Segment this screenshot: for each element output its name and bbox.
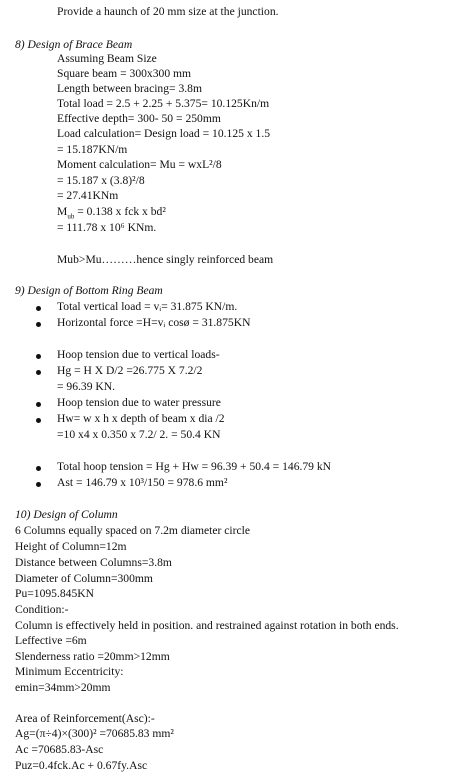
column-line-5: Pu=1095.845KN — [15, 587, 95, 600]
column-line-10: Minimum Eccentricity: — [15, 665, 124, 678]
brace-line-3: Length between bracing= 3.8m — [57, 82, 202, 95]
bullet-icon — [36, 482, 41, 487]
column-line-11: emin=34mm>20mm — [15, 681, 111, 694]
bottom-ring-beam-heading: 9) Design of Bottom Ring Beam — [15, 284, 163, 297]
bullet-icon — [36, 322, 41, 327]
bullet-icon — [36, 418, 41, 423]
reinforcement-line-1: Area of Reinforcement(Asc):- — [15, 712, 155, 725]
ring-bullet-7: Total hoop tension = Hg + Hw = 96.39 + 50.4 = 146.79 kN — [57, 460, 332, 473]
brace-line-8: Moment calculation= Mu = wxL²/8 — [57, 158, 222, 171]
brace-conclusion: Mub>Mu………hence singly reinforced beam — [57, 253, 274, 266]
brace-line-10: = 27.41KNm — [57, 189, 119, 202]
column-line-2: Height of Column=12m — [15, 540, 127, 553]
mub-symbol: M — [57, 205, 68, 218]
column-line-3: Distance between Columns=3.8m — [15, 556, 172, 569]
ring-bullet-1: Total vertical load = vᵢ= 31.875 KN/m. — [57, 300, 238, 313]
bullet-icon — [36, 370, 41, 375]
ring-bullet-6: Hw= w x h x depth of beam x dia /2 — [57, 412, 225, 425]
bullet-icon — [36, 354, 41, 359]
brace-line-2: Square beam = 300x300 mm — [57, 67, 192, 80]
haunch-note: Provide a haunch of 20 mm size at the junction. — [57, 5, 279, 18]
brace-line-4: Total load = 2.5 + 2.25 + 5.375= 10.125Kn/m — [57, 97, 270, 110]
bullet-icon — [36, 402, 41, 407]
brace-line-9: = 15.187 x (3.8)²/8 — [57, 174, 145, 187]
reinforcement-line-2: Ag=(π÷4)×(300)² =70685.83 mm² — [15, 727, 174, 740]
mub-result: = 111.78 x 10⁶ KNm. — [57, 221, 157, 234]
column-line-8: Leffective =6m — [15, 634, 87, 647]
brace-line-6: Load calculation= Design load = 10.125 x 1.5 — [57, 127, 271, 140]
bullet-icon — [36, 306, 41, 311]
hw-result: =10 x4 x 0.350 x 7.2/ 2. = 50.4 KN — [57, 428, 221, 441]
reinforcement-line-4: Puz=0.4fck.Ac + 0.67fy.Asc — [15, 759, 148, 772]
brace-line-5: Effective depth= 300- 50 = 250mm — [57, 112, 221, 125]
column-line-6: Condition:- — [15, 603, 69, 616]
mub-formula: = 0.138 x fck x bd² — [74, 205, 166, 218]
ring-bullet-2: Horizontal force =H=vᵢ cosø = 31.875KN — [57, 316, 251, 329]
column-line-4: Diameter of Column=300mm — [15, 572, 153, 585]
mub-line — [57, 205, 166, 219]
column-line-7: Column is effectively held in position. and restrained against rotation in both ends. — [15, 619, 399, 632]
column-line-9: Slenderness ratio =20mm>12mm — [15, 650, 170, 663]
brace-line-7: = 15.187KN/m — [57, 143, 128, 156]
ring-bullet-4: Hg = H X D/2 =26.775 X 7.2/2 — [57, 364, 203, 377]
column-line-1: 6 Columns equally spaced on 7.2m diameter circle — [15, 524, 251, 537]
hg-result: = 96.39 KN. — [57, 380, 116, 393]
reinforcement-line-3: Ac =70685.83-Asc — [15, 743, 104, 756]
mub-subscript: ub — [67, 212, 75, 221]
brace-beam-heading: 8) Design of Brace Beam — [15, 38, 133, 51]
column-heading: 10) Design of Column — [15, 508, 118, 521]
ring-bullet-8: Ast = 146.79 x 10³/150 = 978.6 mm² — [57, 476, 228, 489]
ring-bullet-5: Hoop tension due to water pressure — [57, 396, 221, 409]
brace-line-1: Assuming Beam Size — [57, 52, 157, 65]
bullet-icon — [36, 466, 41, 471]
ring-bullet-3: Hoop tension due to vertical loads- — [57, 348, 220, 361]
